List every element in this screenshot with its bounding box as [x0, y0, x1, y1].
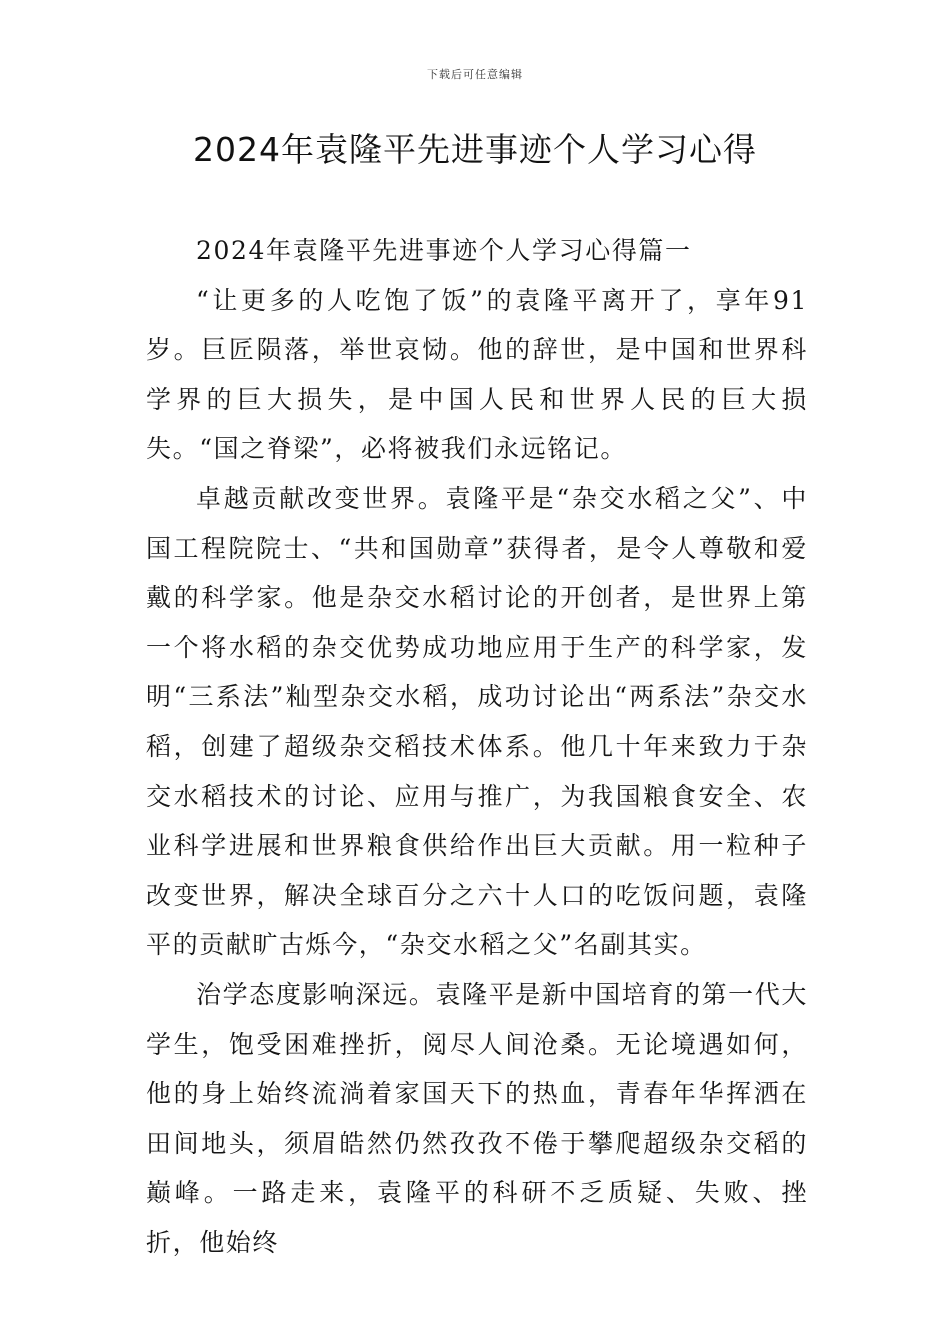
document-title: 2024年袁隆平先进事迹个人学习心得 [193, 130, 757, 169]
document-body [146, 226, 808, 1267]
paragraph: 治学态度影响深远。袁隆平是新中国培育的第一代大学生，饱受困难挫折，阅尽人间沧桑。无论境遇如何，他的身上始终流淌着家国天下的热血，青春年华挥洒在田间地头，须眉皓然仍然孜孜不倦于攀爬超级杂交稻的巅峰。一路走来，袁隆平的科研不乏质疑、失败、挫折，他始终 [146, 979, 808, 1257]
paragraph: “让更多的人吃饱了饭”的袁隆平离开了，享年91岁。巨匠陨落，举世哀恸。他的辞世，是中国和世界科学界的巨大损失，是中国人民和世界人民的巨大损失。“国之脊梁”，必将被我们永远铭记。 [146, 285, 808, 464]
header-note: 下载后可任意编辑 [427, 68, 523, 81]
paragraph: 卓越贡献改变世界。袁隆平是“杂交水稻之父”、中国工程院院士、“共和国勋章”获得者，是令人尊敬和爱戴的科学家。他是杂交水稻讨论的开创者，是世界上第一个将水稻的杂交优势成功地应用于生产的科学家，发明“三系法”籼型杂交水稻，成功讨论出“两系法”杂交水稻，创建了超级杂交稻技术体系。他几十年来致力于杂交水稻技术的讨论、应用与推广，为我国粮食安全、农业科学进展和世界粮食供给作出巨大贡献。用一粒种子改变世界，解决全球百分之六十人口的吃饭问题，袁隆平的贡献旷古烁今，“杂交水稻之父”名副其实。 [146, 483, 808, 960]
section-heading: 2024年袁隆平先进事迹个人学习心得篇一 [196, 236, 692, 265]
